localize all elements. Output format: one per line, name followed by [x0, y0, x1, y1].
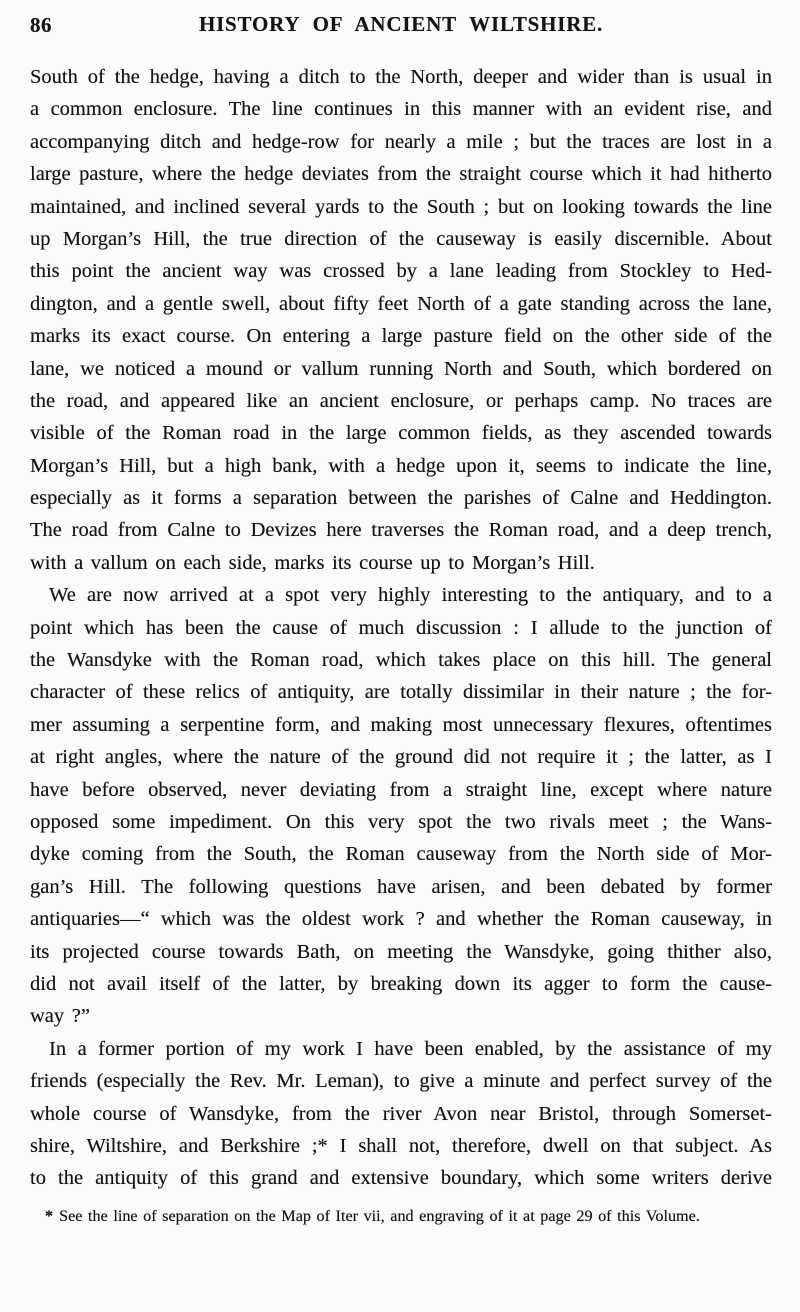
- footnote: [45, 1203, 772, 1229]
- text-line: way ?”: [30, 1005, 90, 1028]
- footnote-asterisk: *: [45, 1207, 54, 1225]
- text-line: lane, we noticed a mound or vallum running North and South, which bordered on: [30, 357, 772, 380]
- paragraph: [30, 1033, 772, 1195]
- text-line: marks its exact course. On entering a large pasture field on the other side of the: [30, 325, 772, 348]
- text-line: shire, Wiltshire, and Berkshire ;* I shall not, therefore, dwell on that subject. As: [30, 1134, 772, 1157]
- text-line: We are now arrived at a spot very highly interesting to the antiquary, and to a: [49, 584, 772, 607]
- footnote-text: See the line of separation on the Map of Iter vii, and engraving of it at page 29 of this Volume.: [59, 1207, 700, 1225]
- text-line: In a former portion of my work I have been enabled, by the assistance of my: [49, 1037, 772, 1060]
- text-line: at right angles, where the nature of the ground did not require it ; the latter, as I: [30, 746, 772, 769]
- text-line: Morgan’s Hill, but a high bank, with a hedge upon it, seems to indicate the line,: [30, 454, 772, 477]
- text-line: the road, and appeared like an ancient enclosure, or perhaps camp. No traces are: [30, 389, 772, 412]
- text-line: point which has been the cause of much discussion : I allude to the junction of: [30, 616, 772, 639]
- text-line: visible of the Roman road in the large common fields, as they ascended towards: [30, 422, 772, 445]
- text-line: character of these relics of antiquity, are totally dissimilar in their nature ; the for-: [30, 681, 772, 704]
- text-line: the Wansdyke with the Roman road, which takes place on this hill. The general: [30, 649, 772, 672]
- page-header: [30, 12, 772, 38]
- body-text: [30, 61, 772, 1195]
- running-title: HISTORY OF ANCIENT WILTSHIRE.: [198, 12, 604, 36]
- text-line: large pasture, where the hedge deviates from the straight course which it had hitherto: [30, 163, 772, 186]
- text-line: friends (especially the Rev. Mr. Leman), to give a minute and perfect survey of the: [30, 1070, 772, 1093]
- paragraph: [30, 61, 772, 579]
- text-line: maintained, and inclined several yards to the South ; but on looking towards the line: [30, 195, 772, 218]
- text-line: with a vallum on each side, marks its course up to Morgan’s Hill.: [30, 551, 595, 574]
- text-line: especially as it forms a separation between the parishes of Calne and Heddington.: [30, 487, 772, 510]
- text-line: accompanying ditch and hedge-row for nearly a mile ; but the traces are lost in a: [30, 130, 772, 153]
- text-line: a common enclosure. The line continues in this manner with an evident rise, and: [30, 98, 772, 121]
- text-line: mer assuming a serpentine form, and making most unnecessary flexures, oftentimes: [30, 713, 772, 736]
- text-line: did not avail itself of the latter, by breaking down its agger to form the cause-: [30, 972, 772, 995]
- text-line: gan’s Hill. The following questions have arisen, and been debated by former: [30, 875, 772, 898]
- text-line: opposed some impediment. On this very spot the two rivals meet ; the Wans-: [30, 810, 772, 833]
- text-line: whole course of Wansdyke, from the river Avon near Bristol, through Somerset-: [30, 1102, 772, 1125]
- text-line: its projected course towards Bath, on meeting the Wansdyke, going thither also,: [30, 940, 772, 963]
- text-line: this point the ancient way was crossed by a lane leading from Stockley to Hed-: [30, 260, 772, 283]
- text-line: dington, and a gentle swell, about fifty feet North of a gate standing across the lane,: [30, 292, 772, 315]
- text-line: South of the hedge, having a ditch to the North, deeper and wider than is usual in: [30, 66, 772, 88]
- text-line: have before observed, never deviating from a straight line, except where nature: [30, 778, 772, 801]
- text-line: antiquaries—“ which was the oldest work ? and whether the Roman causeway, in: [30, 908, 772, 931]
- text-line: to the antiquity of this grand and extensive boundary, which some writers derive: [30, 1167, 772, 1190]
- text-line: up Morgan’s Hill, the true direction of the causeway is easily discernible. About: [30, 227, 772, 250]
- paragraph: [30, 579, 772, 1032]
- text-line: The road from Calne to Devizes here traverses the Roman road, and a deep trench,: [30, 519, 772, 542]
- page-number: 86: [30, 13, 52, 37]
- text-line: dyke coming from the South, the Roman causeway from the North side of Mor-: [30, 843, 772, 866]
